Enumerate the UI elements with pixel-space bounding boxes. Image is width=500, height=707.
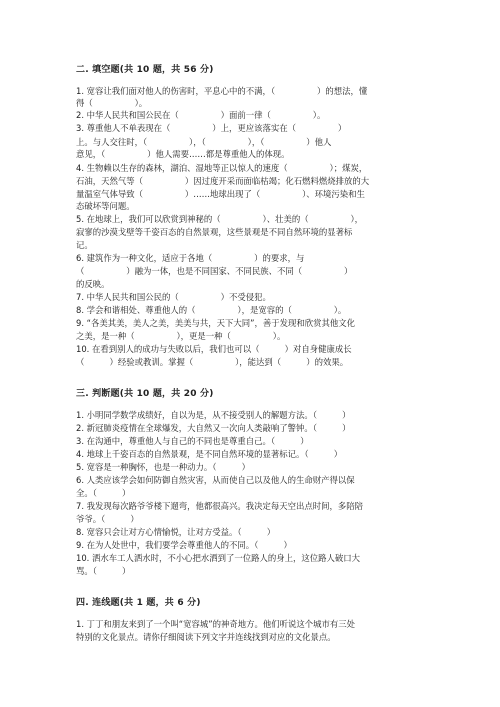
- question-line: 1. 宽容让我们面对他人的伤害时，平息心中的不满，（ ）的想法，懂: [76, 86, 368, 96]
- question-line: 全。（ ）: [76, 488, 131, 498]
- question-line: 9. 在为人处世中，我们要学会尊重他人的不同。（ ）: [76, 540, 292, 550]
- section-title-true-false: 三. 判断题(共 10 题，共 20 分): [76, 389, 214, 399]
- question-line: 记。: [76, 240, 93, 250]
- question-line: 4. 生物赖以生存的森林，湖泊、湿地等正以惊人的速度（ ）；煤炭，: [76, 163, 368, 173]
- section-title-fill-blank: 二. 填空题(共 10 题，共 56 分): [76, 65, 214, 75]
- question-line: 8. 学会和谐相处、尊重他人的（ ），是宽容的（ ）。: [76, 305, 347, 315]
- question-line: 6. 人类应该学会如何防御自然灾害，从而使自己以及他人的生命财产得以保: [76, 475, 355, 485]
- question-line: 石油，天然气等（ ）因过度开采而面临枯竭；化石燃料燃烧排放的大: [76, 176, 370, 186]
- question-line: 意见，（ ）他人需要……都是尊重他人的体现。: [76, 149, 290, 159]
- question-line: 3. 尊重他人不单表现在（ ）上，更应该落实在（ ）: [76, 123, 347, 133]
- question-line: 7. 我发现每次路爷爷楼下遛弯，他都很高兴。我决定每天空出点时间，多陪陪: [76, 501, 364, 511]
- question-line: 7. 中华人民共和国公民的（ ）不受侵犯。: [76, 292, 271, 302]
- question-line: 3. 在沟通中，尊重他人与自己的不同也是尊重自己。（ ）: [76, 436, 309, 446]
- question-line: 8. 宽容只会让对方心情愉悦，让对方受益。（ ）: [76, 527, 276, 537]
- question-line: 上。与人交往时，（ ），（ ），（ ）他人: [76, 137, 332, 147]
- question-line: 寂寥的沙漠戈壁等千姿百态的自然景观，这些景观是不同自然环境的显著标: [76, 227, 353, 237]
- question-line: 10. 在看到别人的成功与失败以后，我们也可以（ ）对自身健康成长: [76, 344, 352, 354]
- question-line: 特别的文化景点。请你仔细阅读下列文字并连线找到对应的文化景点。: [76, 632, 336, 642]
- question-line: 骂。（ ）: [76, 566, 131, 576]
- question-line: 10. 洒水车工人洒水时，不小心把水洒到了一位路人的身上，这位路人破口大: [76, 553, 360, 563]
- question-line: 2. 中华人民共和国公民在（ ）面前一律（ ）。: [76, 110, 326, 120]
- section-title-matching: 四. 连线题(共 1 题，共 6 分): [76, 598, 201, 608]
- question-line: （ ）经验或教训。掌握（ ），能达到（ ）的效果。: [76, 357, 349, 367]
- question-line: 量温室气体导致（ ）……地球出现了（ ）、环境污染和生: [76, 189, 365, 199]
- question-line: 9. “各美其美，美人之美，美美与共，天下大同”，善于发现和欣赏其他文化: [76, 318, 355, 328]
- question-line: 5. 宽容是一种胸怀，也是一种动力。（ ）: [76, 462, 250, 472]
- question-line: 6. 建筑作为一种文化，适应于各地（ ）的要求，与: [76, 253, 305, 263]
- question-line: 1. 丁丁和朋友来到了一个叫“宽容城”的神奇地方。他们听说这个城市有三处: [76, 619, 355, 629]
- question-line: 的反映。: [76, 279, 110, 289]
- question-line: 爷爷。（ ）: [76, 514, 139, 524]
- question-line: 得（ ）。: [76, 98, 148, 108]
- question-line: 态破坏等问题。: [76, 201, 135, 211]
- question-line: 1. 小明同学数学成绩好，自以为是，从不接受别人的解题方法。（ ）: [76, 410, 351, 420]
- question-line: 之美，是一种（ ），更是一种（ ）。: [76, 331, 286, 341]
- question-line: 2. 新冠肺炎疫情在全球爆发，大自然又一次向人类敲响了警钟。（ ）: [76, 423, 351, 433]
- question-line: 5. 在地球上，我们可以欣赏到神秘的（ ）、壮美的（ ），: [76, 214, 364, 224]
- question-line: （ ）融为一体，也是不同国家、不同民族、不同（ ）: [76, 266, 353, 276]
- question-line: 4. 地球上千姿百态的自然景观，是不同自然环境的显著标记。（ ）: [76, 449, 343, 459]
